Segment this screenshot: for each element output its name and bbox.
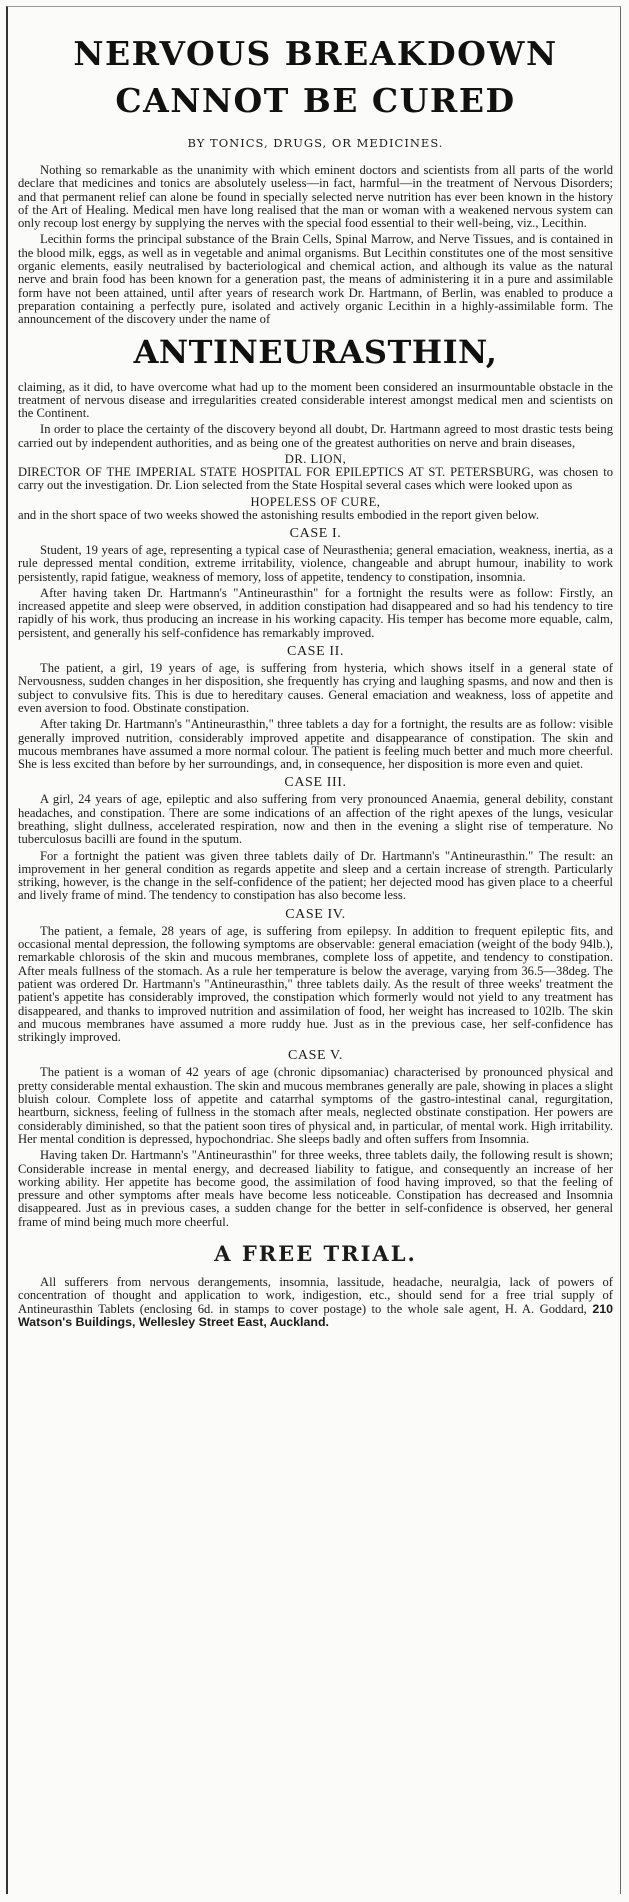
free-trial-heading: A FREE TRIAL.: [214, 1241, 417, 1266]
case-5-paragraph-1: The patient is a woman of 42 years of age (chronic dipsomaniac) characterised by pronounced physical and pretty considerable mental exhaustion. The skin and mucous membranes generally are pale, showing in places a slight bluish colour. Complete loss of appetite and catarrhal symptoms of the gastro-intestinal canal, regurgitation, heartburn, sickness, feeling of fullness in the stomach after meals, neglected obstinate constipation. Her powers are considerably diminished, so that the patient soon tires of physical and, in particular, of mental work. High irritability. Her mental condition is depressed, hypochondriac. She sleeps badly and often suffers from Insomnia.: [18, 1065, 613, 1146]
case-3-heading: CASE III.: [284, 775, 347, 791]
case-4-paragraph-1: The patient, a female, 28 years of age, is suffering from epilepsy. In addition to frequent epileptic fits, and occasional mental depression, the following symptoms are observable: general emaciation (weight of the body 94lb.), remarkable chlorosis of the skin and mucous membranes, complete loss of appetite, and tendency to constipation. After meals fullness of the stomach. As a rule her temperature is below the average, varying from 36.5—38deg. The patient was ordered Dr. Hartmann's "Antineurasthin," three tablets daily. As the result of three weeks' treatment the patient's appetite has considerably improved, the constipation which formerly would not yield to any treatment has disappeared, and thanks to improved nutrition and assimilation of food, her weight has increased to 102lb. The skin and mucous membranes have assumed a more ruddy hue. Just as in the previous case, her self-confidence has strikingly improved.: [18, 923, 613, 1045]
case-5-heading: CASE V.: [287, 1048, 344, 1064]
hopeless-of-cure: HOPELESS OF CURE,: [250, 494, 381, 509]
case-2-paragraph-2: After taking Dr. Hartmann's "Antineurasthin," three tablets a day for a fortnight, the results are as follow: visible generally improved nutrition, considerably improved appetite and disappearance of constipation. The skin and mucous membranes have assumed a more normal colour. The patient is feeling much better and much more cheerful. She is less excited than before by her surroundings, and, in consequence, her disposition is more even and quiet.: [18, 717, 613, 772]
free-trial-paragraph: [18, 1276, 613, 1329]
headline-line-2: CANNOT BE CURED: [115, 81, 516, 120]
product-name: ANTINEURASTHIN,: [133, 332, 498, 371]
case-1-paragraph-1: Student, 19 years of age, representing a typical case of Neurasthenia; general emaciation, weakness, inertia, as a rule depressed mental condition, extreme irritability, violence, changeable and abrupt humour, inability to work persistently, rapid fatigue, weakness of memory, loss of appetite, tendency to constipation, insomnia.: [18, 542, 613, 584]
case-4-heading: CASE IV.: [285, 906, 346, 922]
discovery-paragraph-3: and in the short space of two weeks showed the astonishing results embodied in the report given below.: [18, 507, 540, 522]
intro-paragraph-1: Nothing so remarkable as the unanimity with which eminent doctors and scientists from all parts of the world declare that medicines and tonics are absolutely useless—in fact, harmful—in the treatment of Nervous Disorders; and that permanent relief can alone be found in specially selected nerve nutrition has ever been known in the history of the Art of Healing. Medical men have long realised that the man or woman with a weakened nervous system can only recoup lost energy by supplying the nerves with the special food essential to their well-being, viz., Lecithin.: [18, 163, 613, 231]
case-2-paragraph-1: The patient, a girl, 19 years of age, is suffering from hysteria, which shows itself in a general state of Nervousness, sudden changes in her disposition, she frequently has crying and laughing spasms, and now and then is subject to convulsive fits. This is due to hereditary causes. General emaciation and weakness, loss of appetite and even aversion to food. Obstinate constipation.: [18, 661, 613, 715]
case-1-paragraph-2: After having taken Dr. Hartmann's "Antineurasthin" for a fortnight the results were as follow: Firstly, an increased appetite and sleep were observed, in addition constipation had disappeared and so had his tendency to tire rapidly of his work, thus producing an increase in his working capacity. His temper has become more equable, calm, persistent, and generally his self-confidence has remarkably improved.: [18, 585, 613, 640]
doctor-name: DR. LION,: [284, 452, 347, 467]
intro-paragraph-2: Lecithin forms the principal substance of the Brain Cells, Spinal Marrow, and Nerve Tissues, and is contained in the blood milk, eggs, as well as in vegetable and animal organisms. But Lecithin constitutes one of the most sensitive organic elements, easily neutralised by bacteriological and chemical action, and although its value as the natural nerve and brain food has been known for a generation past, the means of administering it in a pure and assimilable form have not been attained, until after years of research work Dr. Hartmann, of Berlin, was enabled to produce a preparation containing a perfectly pure, isolated and actively organic Lecithin in a highly-assimilable form. The announcement of the discovery under the name of: [18, 232, 613, 327]
case-3-paragraph-1: A girl, 24 years of age, epileptic and also suffering from very pronounced Anaemia, general debility, constant headaches, and constipation. There are some indications of an affection of the right apexes of the lungs, vesicular breathing, slight dullness, accelerated respiration, now and then in the evening a slight rise of temperature. No tuberculosus bacilli are found in the sputum.: [18, 792, 613, 847]
advertisement: [18, 30, 613, 1332]
discovery-paragraph-2: In order to place the certainty of the discovery beyond all doubt, Dr. Hartmann agreed to most drastic tests being carried out by independent authorities, and as being one of the greatest authorities on nerve and brain diseases,: [18, 422, 613, 450]
discovery-paragraph-1: claiming, as it did, to have overcome what had up to the moment been considered an insurmountable obstacle in the treatment of nervous disease and irregularities created considerable interest amongst medical men and scientists on the Continent.: [18, 379, 613, 421]
free-trial-text: All sufferers from nervous derangements, insomnia, lassitude, headache, neuralgia, lack of powers of concentration of thought and application to work, indigestion, etc., should send for a free trial supply of Antineurasthin Tablets (enclosing 6d. in stamps to cover postage) to the whole sale agent, H. A. Goddard,: [18, 1275, 613, 1316]
case-1-heading: CASE I.: [289, 525, 342, 541]
subheadline: BY TONICS, DRUGS, OR MEDICINES.: [187, 136, 444, 150]
case-2-heading: CASE II.: [287, 644, 344, 660]
director-paragraph: DIRECTOR OF THE IMPERIAL STATE HOSPITAL FOR EPILEPTICS AT ST. PETERSBURG, was chosen to carry out the investigation. Dr. Lion selected from the State Hospital several cases which were looked upon as: [18, 465, 613, 493]
headline-line-1: NERVOUS BREAKDOWN: [73, 34, 558, 73]
agent-address: 210 Watson's Buildings, Wellesley Street East, Auckland.: [18, 1301, 613, 1329]
case-5-paragraph-2: Having taken Dr. Hartmann's "Antineurasthin" for three weeks, three tablets daily, the following result is shown; Considerable increase in mental energy, and decreased liability to fatigue, and consequently an increase of her working ability. Her appetite has become good, the assimilation of food having improved, so that the feeling of pressure and other symptoms after meals have become less noticeable. Constipation has decreased and Insomnia disappeared. Just as in previous cases, a sudden change for the better in self-confidence is observed, her general frame of mind being much more cheerful.: [18, 1148, 613, 1229]
case-3-paragraph-2: For a fortnight the patient was given three tablets daily of Dr. Hartmann's "Antineurasthin." The result: an improvement in her general condition as regards appetite and sleep and a certain increase of strength. Particularly striking, however, is the change in the self-confidence of the patient; her dejected mood has given place to a cheerful and lively frame of mind. The tendency to constipation has also become less.: [18, 848, 613, 903]
